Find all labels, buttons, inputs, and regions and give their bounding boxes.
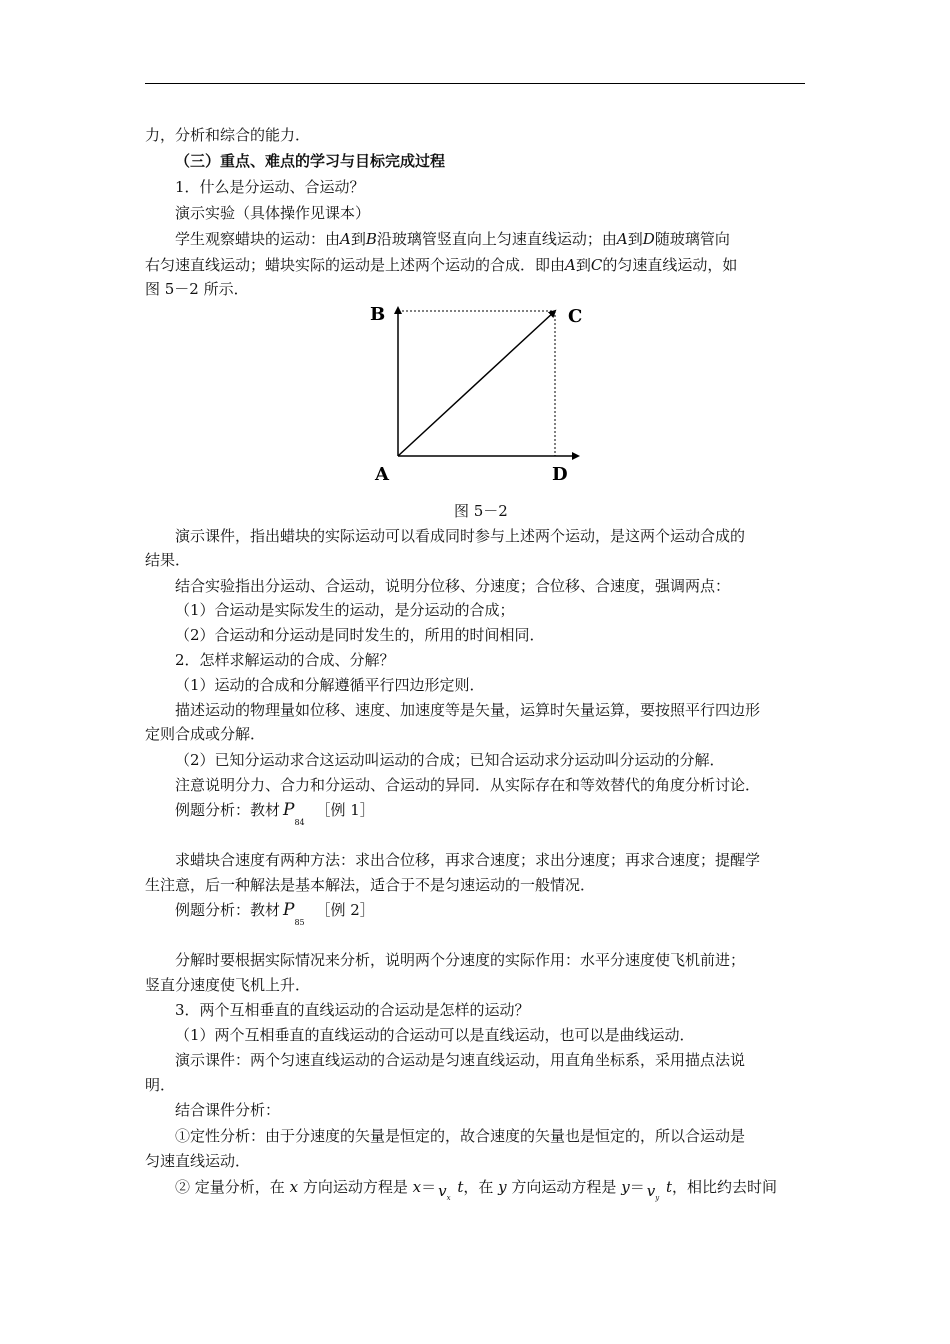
label-b: B (370, 304, 386, 325)
question-3: 3．两个互相垂直的直线运动的合运动是怎样的运动？ (175, 1001, 530, 1019)
statement-1: （1）两个互相垂直的直线运动的合运动可以是直线运动，也可以是曲线运动． (175, 1026, 695, 1044)
header-rule (145, 83, 805, 84)
point-label: C (590, 256, 603, 274)
text-line: 演示实验（具体操作见课本） (175, 204, 371, 222)
point-label: A (340, 230, 351, 248)
text-line: 注意说明分力、合力和分运动、合运动的异同．从实际存在和等效替代的角度分析讨论． (175, 776, 761, 794)
text-line: 结合实验指出分运动、合运动，说明分位移、分速度；合位移、合速度，强调两点： (175, 577, 731, 595)
text-run: 方向运动方程是 (511, 1178, 617, 1196)
section-heading: （三）重点、难点的学习与目标完成过程 (175, 152, 446, 170)
text-run: ［例 2］ (315, 901, 375, 919)
text-run: ［例 1］ (315, 801, 375, 819)
text-run: ＝ (421, 1178, 437, 1196)
math-symbol: t (457, 1178, 464, 1196)
math-symbol: v (646, 1182, 656, 1200)
text-run: 到 (575, 256, 591, 274)
velocity-symbol (438, 1181, 450, 1208)
motion-diagram (365, 302, 615, 482)
text-line: 图 5－2 所示． (145, 280, 249, 298)
text-run: 到 (627, 230, 643, 248)
text-line: 定则合成或分解． (145, 725, 266, 743)
text-line: 结合课件分析： (175, 1101, 281, 1119)
math-symbol: x (412, 1178, 422, 1196)
question-1: 1．什么是分运动、合运动？ (175, 178, 365, 196)
text-run: 沿玻璃管竖直向上匀速直线运动；由 (376, 230, 617, 248)
qualitative-analysis: ①定性分析：由于分速度的矢量是恒定的，故合速度的矢量也是恒定的，所以合运动是 (175, 1127, 746, 1145)
text-run: 到 (350, 230, 366, 248)
text-run: 右匀速直线运动；蜡块实际的运动是上述两个运动的合成．即由 (145, 256, 566, 274)
text-line: 力，分析和综合的能力． (145, 126, 311, 144)
point-2: （2）合运动和分运动是同时发生的，所用的时间相同． (175, 626, 545, 644)
text-run: ＝ (629, 1178, 645, 1196)
figure-caption: 图 5－2 (454, 502, 508, 520)
text-line: 匀速直线运动． (145, 1152, 251, 1170)
text-line: 演示课件：两个匀速直线运动的合运动是匀速直线运动，用直角坐标系，采用描点法说 (175, 1051, 746, 1069)
text-run: ，在 (463, 1178, 494, 1196)
text-line: 求蜡块合速度有两种方法：求出合位移，再求合速度；求出分速度；再求合速度；提醒学 (175, 851, 761, 869)
math-subscript: y (655, 1194, 660, 1202)
text-run: 随玻璃管向 (654, 230, 730, 248)
label-c: C (568, 306, 583, 327)
point-label: A (565, 256, 576, 274)
example-2 (175, 900, 375, 927)
label-a: A (375, 464, 389, 482)
page-ref (283, 800, 305, 827)
quantitative-analysis (175, 1177, 777, 1204)
text-run: ② 定量分析，在 (175, 1178, 285, 1196)
text-line: 描述运动的物理量如位移、速度、加速度等是矢量，运算时矢量运算，要按照平行四边形 (175, 701, 761, 719)
page-ref-number: 84 (294, 818, 305, 828)
resultant-arrow (398, 311, 555, 456)
page-ref-symbol: P (283, 800, 295, 820)
label-d: D (552, 464, 568, 482)
text-line: 分解时要根据实际情况来分析，说明两个分速度的实际作用：水平分速度使飞机前进； (175, 951, 746, 969)
point-1: （1）合运动是实际发生的运动，是分运动的合成； (175, 601, 515, 619)
rule-1: （1）运动的合成和分解遵循平行四边形定则． (175, 676, 485, 694)
text-run: 学生观察蜡块的运动：由 (175, 230, 341, 248)
text-line: 演示课件，指出蜡块的实际运动可以看成同时参与上述两个运动，是这两个运动合成的 (175, 527, 746, 545)
text-line: 明． (145, 1076, 176, 1094)
text-line (145, 255, 737, 275)
point-label: B (365, 230, 377, 248)
math-symbol: x (289, 1178, 299, 1196)
rule-2: （2）已知分运动求合这运动叫运动的合成；已知合运动求分运动叫分运动的分解． (175, 751, 725, 769)
text-run: 的匀速直线运动，如 (602, 256, 738, 274)
math-subscript: x (446, 1194, 451, 1202)
text-run: ，相比约去时间 (671, 1178, 777, 1196)
text-run: 例题分析：教材 (175, 901, 281, 919)
math-symbol: y (621, 1178, 630, 1196)
point-label: A (616, 230, 628, 248)
text-line: 竖直分速度使飞机上升． (145, 976, 311, 994)
text-run: 例题分析：教材 (175, 801, 281, 819)
math-symbol: v (438, 1182, 447, 1200)
question-2: 2．怎样求解运动的合成、分解？ (175, 651, 395, 669)
text-line: 结果． (145, 551, 191, 569)
page-ref (283, 900, 305, 927)
math-symbol: t (665, 1178, 672, 1196)
text-run: 方向运动方程是 (302, 1178, 408, 1196)
page-ref-number: 85 (294, 918, 305, 928)
velocity-symbol (647, 1181, 659, 1208)
point-label: D (642, 230, 655, 248)
math-symbol: y (498, 1178, 507, 1196)
page-ref-symbol: P (283, 900, 295, 920)
text-line: 生注意，后一种解法是基本解法，适合于不是匀速运动的一般情况． (145, 876, 596, 894)
text-line (175, 229, 730, 249)
example-1 (175, 800, 375, 827)
